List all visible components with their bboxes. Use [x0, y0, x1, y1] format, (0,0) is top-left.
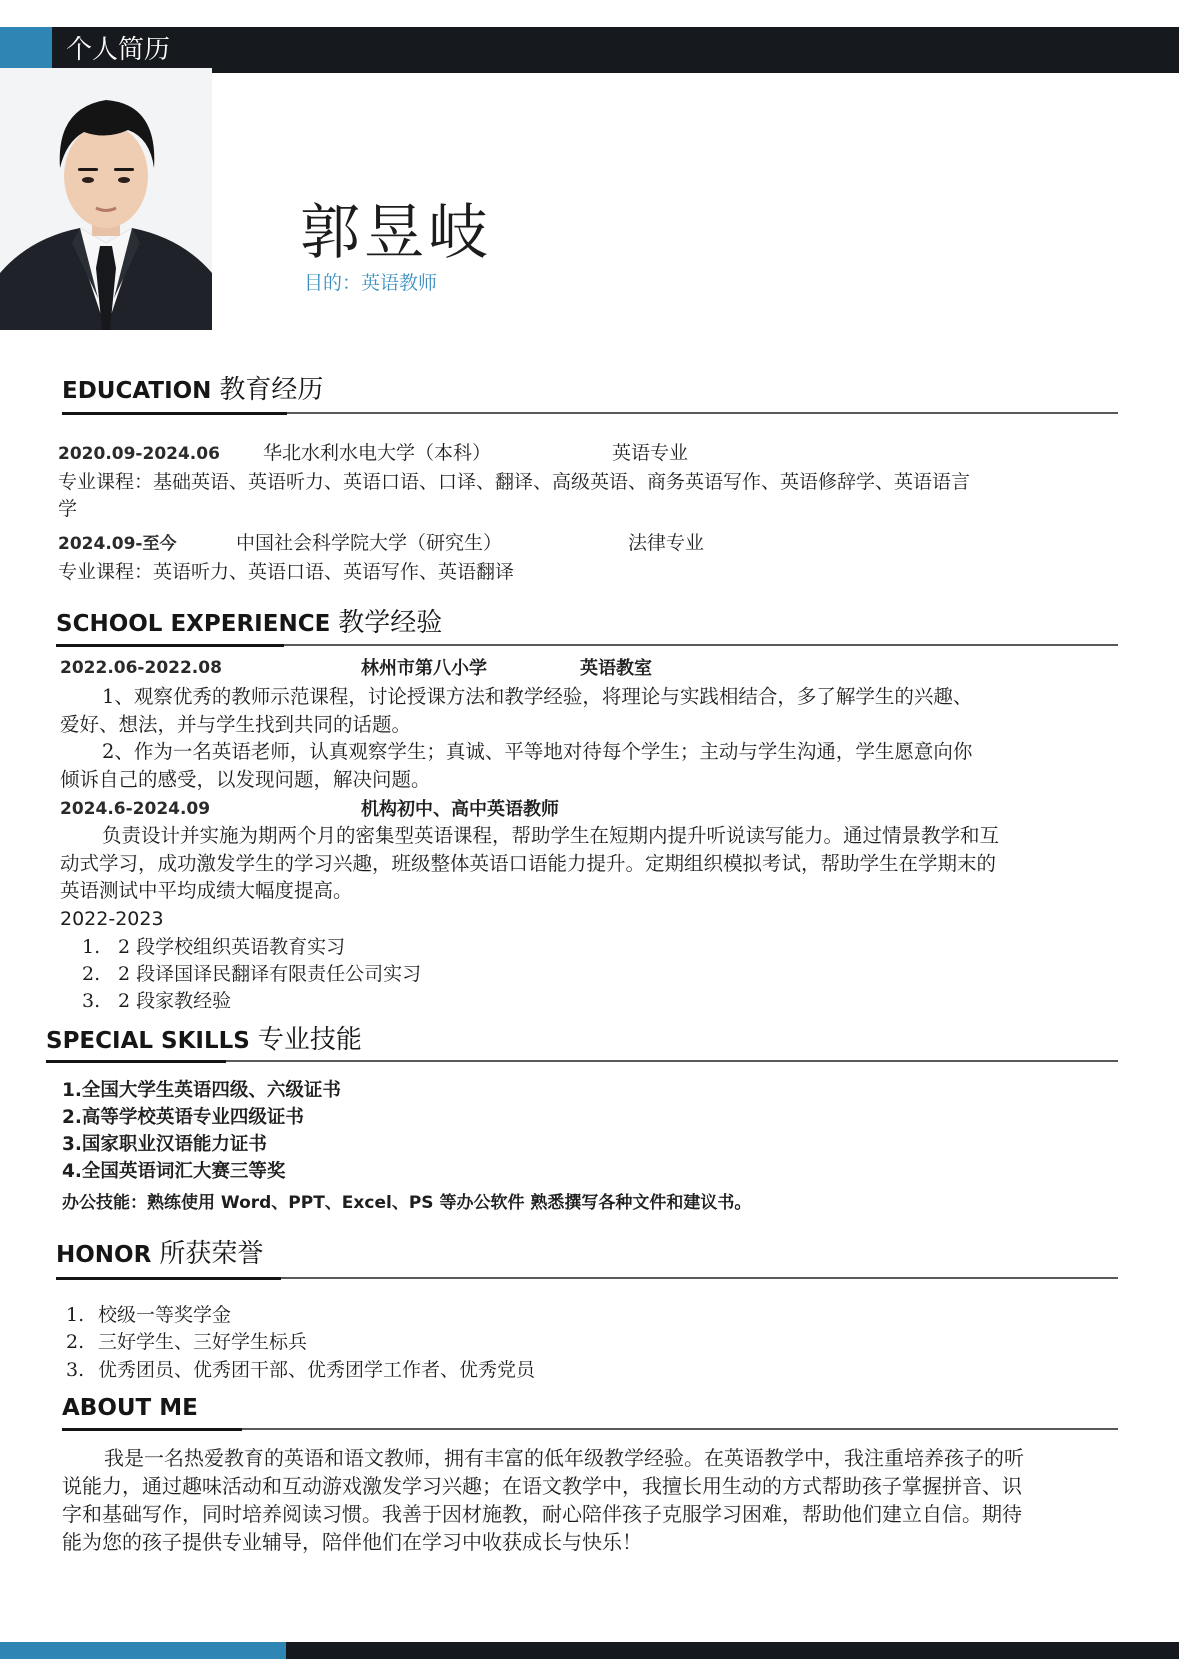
paragraph-line: 字和基础写作，同时培养阅读习惯。我善于因材施教，耐心陪伴孩子克服学习困难，帮助他们建立自信。期待: [62, 1502, 1022, 1526]
section-divider-accent: [56, 1277, 281, 1280]
paragraph-line: 负责设计并实施为期两个月的密集型英语课程，帮助学生在短期内提升听说读写能力。通过情景教学和互: [102, 824, 1000, 847]
skill-item: 1.全国大学生英语四级、六级证书: [62, 1080, 341, 1101]
career-objective: 目的：英语教师: [304, 272, 438, 294]
section-divider-accent: [62, 412, 287, 415]
heading-cn: 教学经验: [338, 608, 443, 638]
resume-title: 个人简历: [66, 35, 171, 65]
heading-cn: 所获荣誉: [159, 1239, 264, 1269]
experience-place-1: 林州市第八小学: [361, 658, 487, 679]
experience-paragraph-1: [60, 683, 1116, 793]
section-divider-accent: [62, 1428, 242, 1431]
list-item: 2 段家教经验: [118, 990, 232, 1012]
experience-period-1: 2022.06-2022.08: [60, 658, 222, 678]
honor-item: 三好学生、三好学生标兵: [98, 1331, 308, 1353]
section-heading-experience: [56, 608, 442, 639]
skill-item: 3.国家职业汉语能力证书: [62, 1134, 267, 1155]
education-major-2: 法律专业: [628, 532, 705, 554]
list-number: 3.: [66, 1359, 85, 1381]
section-divider-accent: [46, 1060, 226, 1063]
portrait-image: [0, 68, 212, 330]
section-heading-skills: [46, 1025, 362, 1056]
education-school-2: 中国社会科学院大学（研究生）: [236, 532, 503, 554]
heading-cn: 专业技能: [257, 1025, 362, 1055]
paragraph-line: 1、观察优秀的教师示范课程，讨论授课方法和教学经验，将理论与实践相结合，多了解学生的兴趣、: [102, 685, 973, 708]
experience-period-2: 2024.6-2024.09: [60, 799, 211, 819]
experience-period-3: 2022-2023: [60, 908, 164, 930]
paragraph-line: 英语测试中平均成绩大幅度提高。: [60, 879, 353, 902]
heading-en: ABOUT ME: [62, 1395, 198, 1421]
heading-en: HONOR: [56, 1242, 152, 1268]
heading-cn: 教育经历: [219, 375, 324, 405]
section-heading-about: [62, 1393, 198, 1423]
education-major-1: 英语专业: [612, 442, 689, 464]
experience-role-1: 英语教室: [580, 658, 652, 679]
header-accent-block: [0, 27, 52, 73]
candidate-name: 郭昱岐: [300, 198, 492, 268]
list-item: 2 段学校组织英语教育实习: [118, 936, 346, 958]
list-number: 2.: [82, 963, 101, 985]
paragraph-line: 能为您的孩子提供专业辅导，陪伴他们在学习中收获成长与快乐！: [62, 1530, 642, 1554]
list-item: 2 段译国译民翻译有限责任公司实习: [118, 963, 422, 985]
section-divider-accent: [56, 644, 284, 647]
education-courses-1-cont: 学: [58, 498, 78, 520]
profile-photo: [0, 68, 212, 330]
education-period-1: 2020.09-2024.06: [58, 444, 220, 464]
list-number: 2.: [66, 1331, 85, 1353]
list-number: 1.: [82, 936, 101, 958]
paragraph-line: 动式学习，成功激发学生的学习兴趣，班级整体英语口语能力提升。定期组织模拟考试，帮助学生在学期末的: [60, 851, 997, 875]
paragraph-line: 我是一名热爱教育的英语和语文教师，拥有丰富的低年级教学经验。在英语教学中，我注重培养孩子的听: [104, 1446, 1024, 1470]
list-number: 3.: [82, 990, 101, 1012]
education-period-2: 2024.09-至今: [58, 534, 177, 554]
honor-item: 校级一等奖学金: [98, 1304, 232, 1326]
paragraph-line: 倾诉自己的感受，以发现问题，解决问题。: [60, 767, 431, 791]
paragraph-line: 爱好、想法，并与学生找到共同的话题。: [60, 712, 412, 736]
paragraph-line: 2、作为一名英语老师，认真观察学生；真诚、平等地对待每个学生；主动与学生沟通，学生愿意向你: [102, 740, 973, 763]
header-band: [0, 27, 1179, 73]
footer-accent-block: [0, 1642, 286, 1659]
heading-en: EDUCATION: [62, 378, 212, 404]
experience-title-2: 机构初中、高中英语教师: [361, 799, 559, 820]
heading-en: SPECIAL SKILLS: [46, 1028, 250, 1054]
education-courses-1: 专业课程：基础英语、英语听力、英语口语、口译、翻译、高级英语、商务英语写作、英语修辞学、英语语言: [58, 471, 971, 493]
honor-item: 优秀团员、优秀团干部、优秀团学工作者、优秀党员: [98, 1359, 536, 1381]
section-heading-education: [62, 375, 323, 406]
experience-paragraph-2: [60, 822, 1116, 905]
office-skills: 办公技能：熟练使用 Word、PPT、Excel、PS 等办公软件 熟悉撰写各种文件和建议书。: [62, 1193, 752, 1213]
list-number: 1.: [66, 1304, 85, 1326]
heading-en: SCHOOL EXPERIENCE: [56, 611, 331, 637]
paragraph-line: 说能力，通过趣味活动和互动游戏激发学习兴趣；在语文教学中，我擅长用生动的方式帮助孩子掌握拼音、识: [62, 1474, 1022, 1498]
about-paragraph: [62, 1444, 1116, 1556]
education-courses-2: 专业课程：英语听力、英语口语、英语写作、英语翻译: [58, 561, 515, 583]
section-heading-honor: [56, 1239, 263, 1270]
skill-item: 4.全国英语词汇大赛三等奖: [62, 1161, 286, 1182]
education-school-1: 华北水利水电大学（本科）: [263, 442, 492, 464]
skill-item: 2.高等学校英语专业四级证书: [62, 1107, 304, 1128]
